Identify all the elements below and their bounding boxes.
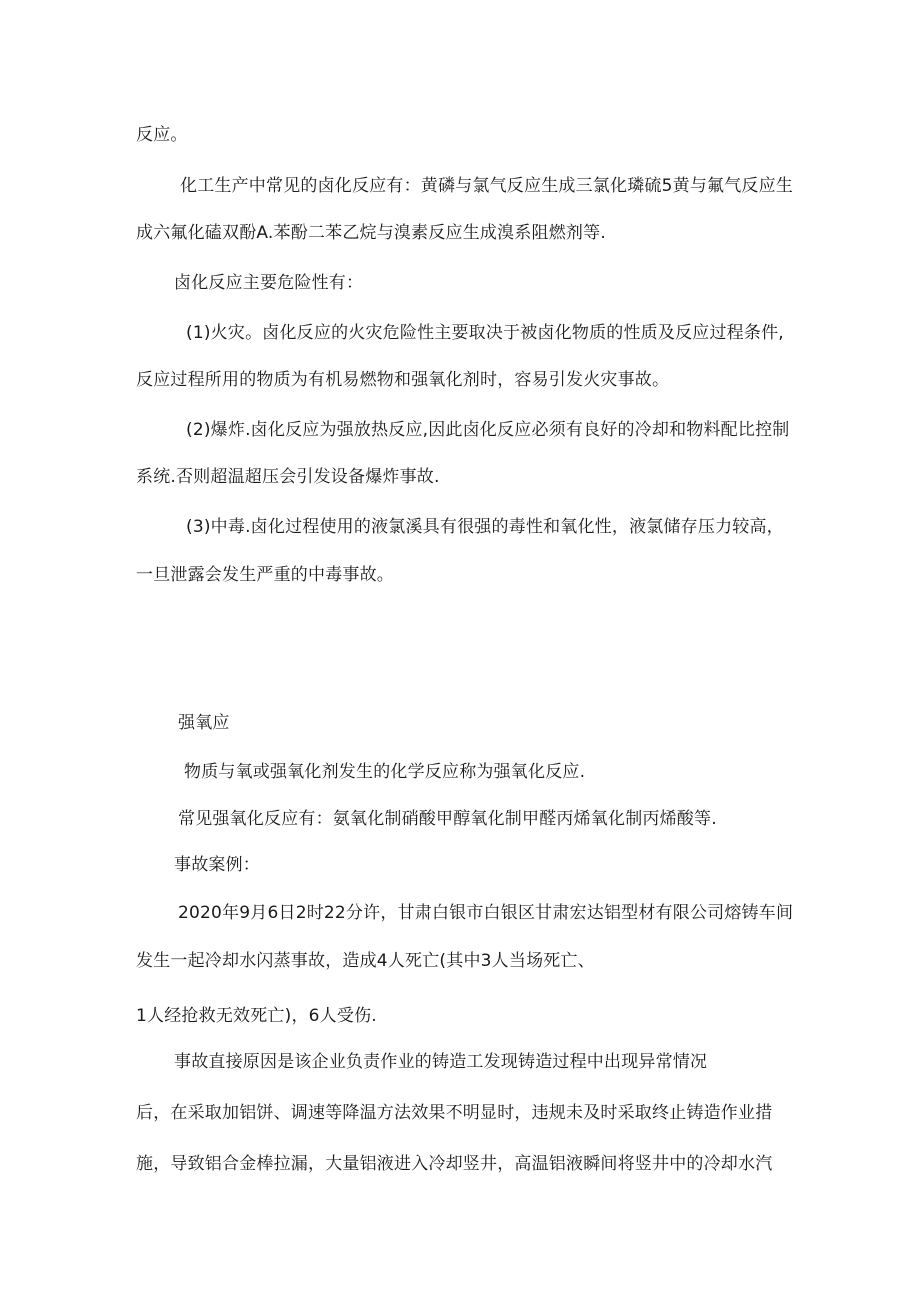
text-line-explosion-hazard: (2)爆炸.卤化反应为强放热反应,因此卤化反应必须有良好的冷却和物料配比控制 xyxy=(186,420,790,440)
text-line-hazard-heading: 卤化反应主要危险性有： xyxy=(174,273,364,293)
text-line-accident-description: 2020年9月6日2时22分许，甘肃白银市白银区甘肃宏达铝型材有限公司熔铸车间 xyxy=(178,903,794,923)
text-line-halogenation-intro-cont: 成六氟化磕双酚A.苯酚二苯乙烷与溴素反应生成溴系阻燃剂等. xyxy=(136,223,606,243)
text-line-oxidation-definition: 物质与氧或强氧化剂发生的化学反应称为强氧化反应. xyxy=(184,762,586,782)
text-line-poisoning-hazard: (3)中毒.卤化过程使用的液氯溪具有很强的毒性和氧化性，液氯储存压力较高， xyxy=(186,517,784,537)
text-line-fire-hazard: (1)火灾。卤化反应的火灾危险性主要取决于被卤化物质的性质及反应过程条件, xyxy=(186,323,784,343)
text-line-accident-cause-cont-1: 后，在采取加铝饼、调速等降温方法效果不明显时，违规未及时采取终止铸造作业措 xyxy=(136,1103,773,1123)
text-line-explosion-hazard-cont: 系统.否则超温超压会引发设备爆炸事故. xyxy=(136,467,440,487)
text-line-accident-case-heading: 事故案例： xyxy=(174,855,260,875)
text-line-accident-casualties: 1人经抢救无效死亡)，6人受伤. xyxy=(136,1006,377,1026)
text-line-poisoning-hazard-cont: 一旦泄露会发生严重的中毒事故。 xyxy=(136,565,394,585)
section-heading-oxidation: 强氧应 xyxy=(178,713,230,733)
text-line-accident-cause: 事故直接原因是该企业负责作业的铸造工发现铸造过程中出现异常情况 xyxy=(174,1052,708,1072)
text-line-continuation: 反应。 xyxy=(136,125,188,145)
text-line-accident-cause-cont-2: 施，导致铝合金棒拉漏，大量铝液进入冷却竖井，高温铝液瞬间将竖井中的冷却水汽 xyxy=(136,1154,773,1174)
text-line-accident-description-cont: 发生一起冷却水闪蒸事故，造成4人死亡(其中3人当场死亡、 xyxy=(136,951,595,971)
text-line-oxidation-examples: 常见强氧化反应有：氨氧化制硝酸甲醇氧化制甲醛丙烯氧化制丙烯酸等. xyxy=(178,809,717,829)
text-line-halogenation-intro: 化工生产中常见的卤化反应有：黄磷与氯气反应生成三氯化璘硫5黄与氟气反应生 xyxy=(180,176,794,196)
text-line-fire-hazard-cont: 反应过程所用的物质为有机易燃物和强氧化剂时，容易引发火灾事故。 xyxy=(136,370,670,390)
